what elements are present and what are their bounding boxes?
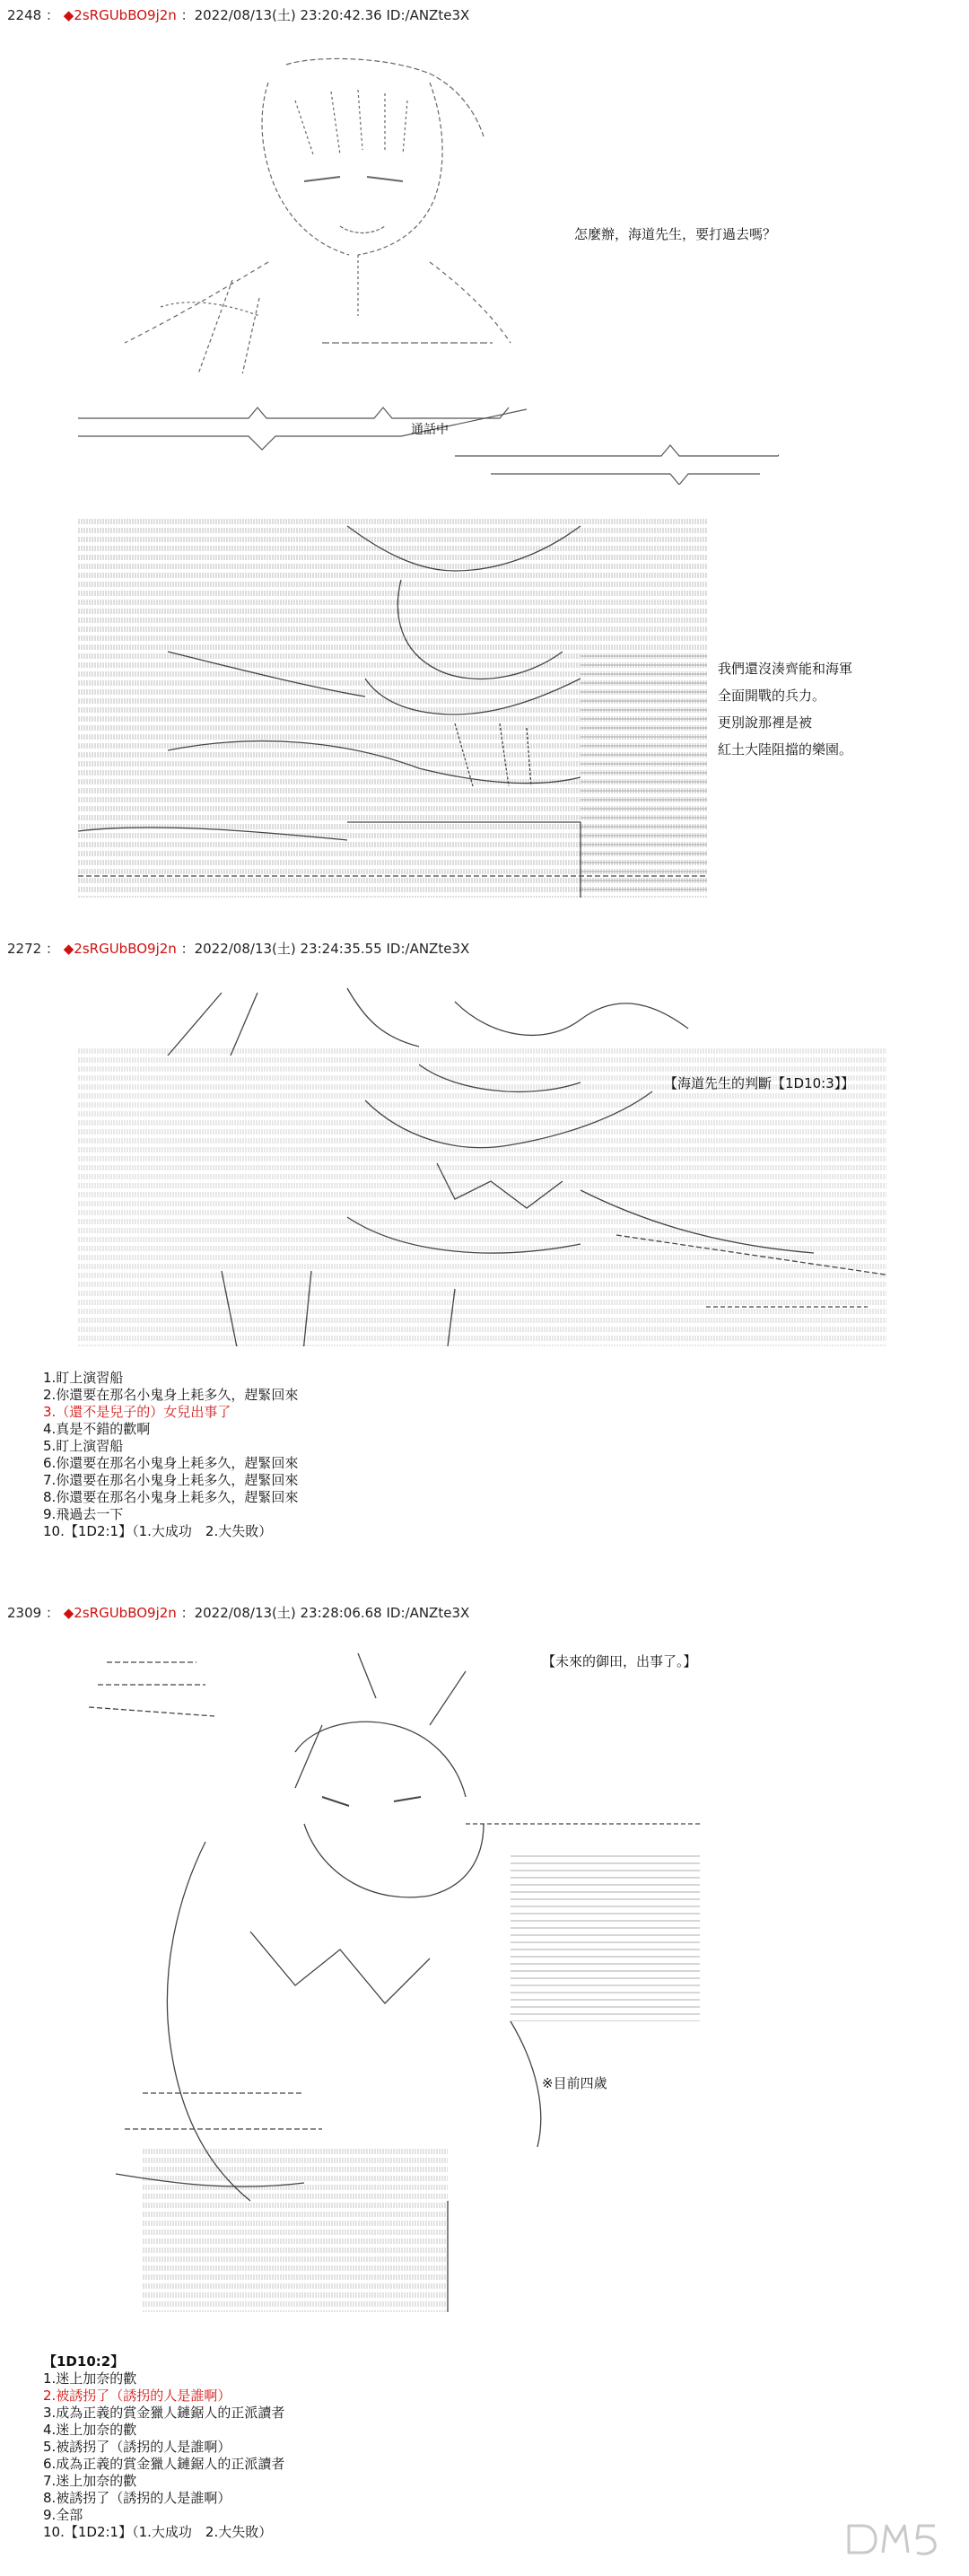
caption-age-note: ※目前四歲 (542, 2075, 607, 2091)
ascii-art-face (54, 32, 520, 373)
post-2248 (0, 0, 969, 907)
caption-line: 紅土大陸阻擋的樂園。 (718, 741, 853, 758)
choice-item: 5.被誘拐了（誘拐的人是誰啊） (43, 2439, 231, 2455)
ascii-art-character (43, 503, 707, 898)
choice-list (43, 1370, 298, 1540)
choice-item: 1.盯上演習船 (43, 1370, 124, 1386)
choice-item: 2.你還要在那名小鬼身上耗多久，趕緊回來 (43, 1387, 299, 1403)
post-number: 2248 (7, 7, 42, 23)
ascii-art-kaido (43, 969, 886, 1346)
caption-oden: 【未來的御田，出事了。】 (542, 1653, 697, 1669)
choice-item: 5.盯上演習船 (43, 1438, 124, 1454)
post-trip[interactable]: ◆2sRGUbBO9j2n (63, 941, 177, 957)
choice-item-selected: 3.（還不是兒子的）女兒出事了 (43, 1404, 231, 1420)
choice-item: 4.迷上加奈的歡 (43, 2422, 137, 2438)
post-trip[interactable]: ◆2sRGUbBO9j2n (63, 1605, 177, 1621)
choice-list (43, 2353, 284, 2541)
choice-item: 8.你還要在那名小鬼身上耗多久，趕緊回來 (43, 1489, 299, 1505)
caption-line: 我們還沒湊齊能和海軍 (718, 661, 853, 677)
choice-item: 9.全部 (43, 2507, 83, 2523)
choice-item: 6.你還要在那名小鬼身上耗多久，趕緊回來 (43, 1455, 299, 1471)
ascii-art-oden-child (54, 1630, 700, 2312)
phone-line-drawing (78, 400, 779, 485)
post-2272 (0, 933, 969, 1598)
ascii-art-kaido-drawing (78, 984, 886, 1346)
choice-item: 6.成為正義的賞金獵人鏈鋸人的正派讀者 (43, 2456, 285, 2472)
caption-calling: 通話中 (411, 423, 449, 437)
ascii-art-face-drawing (89, 47, 520, 373)
choice-item-selected: 2.被誘拐了（誘拐的人是誰啊） (43, 2388, 231, 2404)
post-meta: ：2022/08/13(土) 23:20:42.36 ID:/ANZte3X (180, 7, 470, 23)
post-number: 2272 (7, 941, 42, 957)
caption-explain (718, 655, 852, 763)
choice-item: 10.【1D2:1】（1.大成功 2.大失敗） (43, 1523, 273, 1539)
choice-item: 10.【1D2:1】（1.大成功 2.大失敗） (43, 2524, 273, 2540)
post-meta: ：2022/08/13(土) 23:24:35.55 ID:/ANZte3X (180, 941, 470, 957)
post-header: 2248 ： ◆2sRGUbBO9j2n ：2022/08/13(土) 23:20:42.36 ID:/ANZte3X (7, 7, 470, 23)
choice-item: 7.你還要在那名小鬼身上耗多久，趕緊回來 (43, 1472, 299, 1488)
choice-item: 9.飛過去一下 (43, 1506, 124, 1522)
ascii-art-character-drawing (78, 517, 707, 898)
post-trip[interactable]: ◆2sRGUbBO9j2n (63, 7, 177, 23)
choice-item: 1.迷上加奈的歡 (43, 2370, 137, 2387)
choice-item: 8.被誘拐了（誘拐的人是誰啊） (43, 2490, 231, 2506)
dm5-logo-icon (842, 2510, 958, 2563)
ascii-art-oden-child-drawing (89, 1644, 700, 2312)
choice-item: 7.迷上加奈的歡 (43, 2473, 137, 2489)
caption-line: 全面開戰的兵力。 (718, 688, 826, 704)
post-header: 2272 ： ◆2sRGUbBO9j2n ：2022/08/13(土) 23:24:35.55 ID:/ANZte3X (7, 941, 470, 957)
choice-item: 4.真是不錯的歡啊 (43, 1421, 151, 1437)
caption-kaido-judgment: 【海道先生的判斷【1D10:3】】 (664, 1075, 855, 1091)
caption-line: 更別說那裡是被 (718, 714, 813, 731)
dice-roll: 【1D10:2】 (43, 2353, 125, 2370)
caption-question: 怎麼辦，海道先生，要打過去嗎？ (574, 226, 777, 242)
choice-item: 3.成為正義的賞金獵人鏈鋸人的正派讀者 (43, 2405, 285, 2421)
post-meta: ：2022/08/13(土) 23:28:06.68 ID:/ANZte3X (180, 1605, 470, 1621)
post-header: 2309 ： ◆2sRGUbBO9j2n ：2022/08/13(土) 23:28:06.68 ID:/ANZte3X (7, 1605, 470, 1621)
post-number: 2309 (7, 1605, 42, 1621)
post-2309 (0, 1598, 969, 2576)
dm5-watermark-logo (842, 2510, 958, 2563)
